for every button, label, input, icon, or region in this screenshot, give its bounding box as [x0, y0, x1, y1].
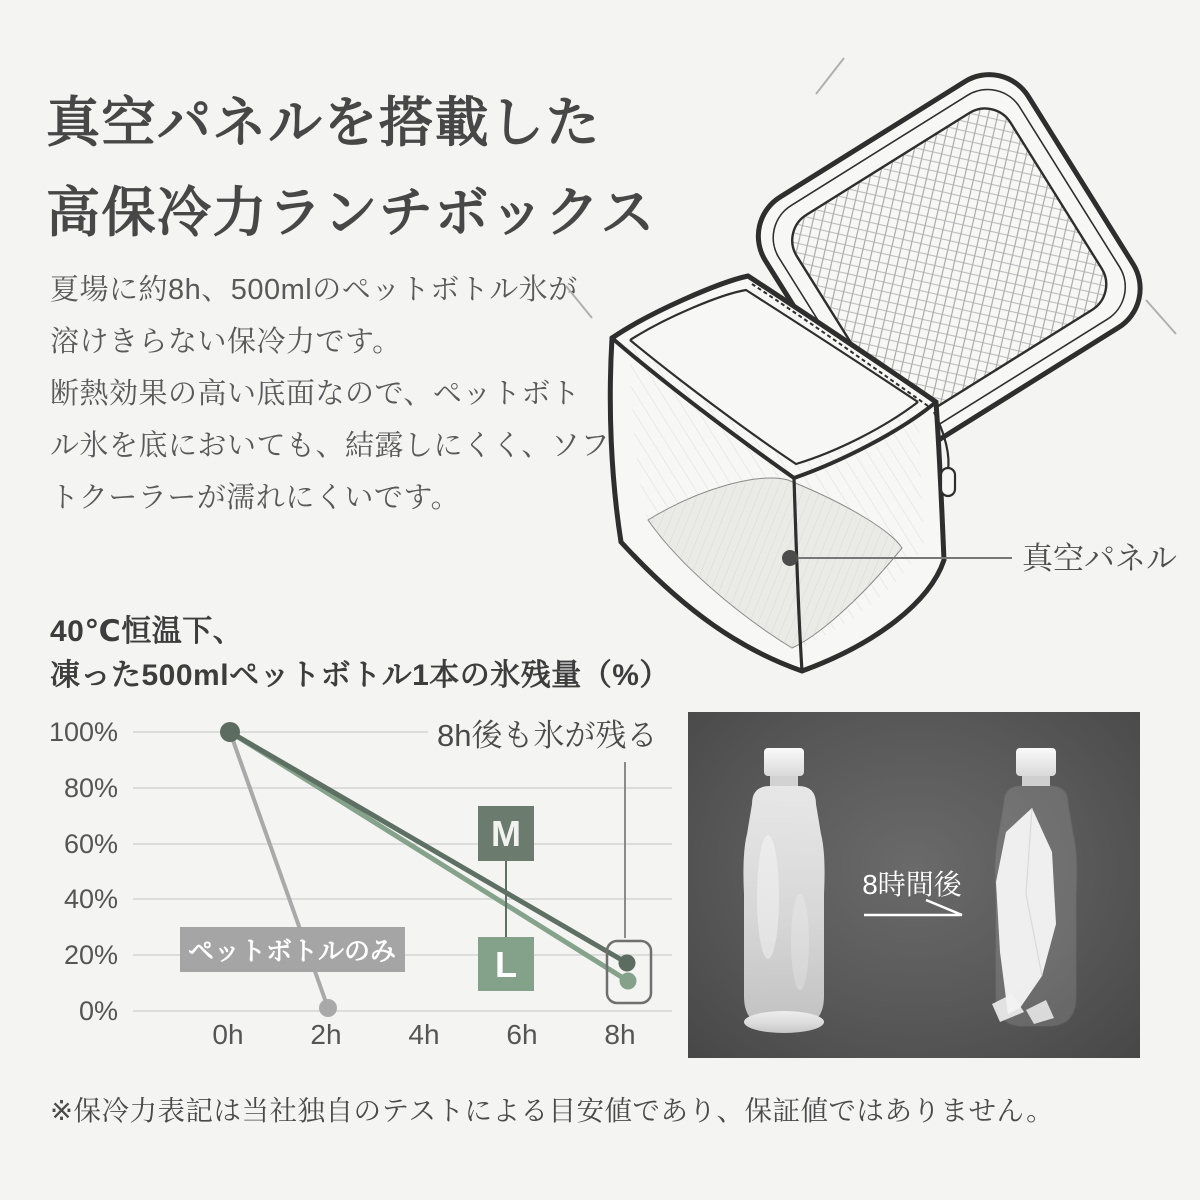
bottle-before-frozen — [743, 748, 824, 1033]
bottle-comparison-photo — [688, 712, 1140, 1058]
x-tick-label: 2h — [310, 1019, 342, 1050]
vacuum-panel-callout-label: 真空パネル — [1022, 541, 1177, 576]
cooler-sketch-illustration — [550, 56, 1190, 686]
intro-text — [50, 264, 610, 524]
callout-dot — [782, 550, 798, 566]
page-title-line-1: 真空パネルを搭載した — [46, 93, 601, 153]
intro-line: ル氷を底においても、結露しにくく、ソフ — [50, 430, 610, 462]
size-m-badge — [478, 806, 534, 861]
y-tick-label: 80% — [63, 773, 118, 803]
pet-only-badge-label: ペットボトルのみ — [187, 936, 397, 966]
x-tick-label: 0h — [212, 1019, 244, 1050]
intro-line: 溶けきらない保冷力です。 — [50, 326, 402, 358]
start-point-dot — [220, 722, 240, 742]
intro-line: トクーラーが濡れにくいです。 — [50, 482, 461, 514]
y-tick-label: 0% — [78, 996, 118, 1026]
annotation-text: 8h後も氷が残る — [437, 718, 658, 753]
x-tick-label: 6h — [506, 1019, 538, 1050]
x-tick-label: 4h — [408, 1019, 440, 1050]
pet-only-badge — [180, 927, 405, 972]
arrow-right-icon — [864, 900, 962, 915]
photo-caption: 8時間後 — [862, 869, 962, 900]
bottle-photo-art — [688, 712, 1140, 1058]
y-tick-label: 60% — [63, 829, 118, 859]
l-end-dot — [620, 973, 637, 990]
intro-line: 夏場に約8h、500mlのペットボトル氷が — [50, 274, 578, 306]
x-tick-label: 8h — [604, 1019, 636, 1050]
chart-title — [50, 610, 670, 698]
chart-title-line-2: 凍った500mlペットボトル1本の氷残量（%） — [50, 659, 670, 692]
y-tick-label: 20% — [63, 940, 118, 970]
ice-remaining-chart — [30, 698, 690, 1064]
y-axis-labels — [49, 717, 118, 1026]
footnote: ※保冷力表記は当社独自のテストによる目安値であり、保証値ではありません。 — [50, 1095, 1055, 1126]
intro-line: 断熱効果の高い底面なので、ペットボト — [50, 378, 581, 410]
size-m-badge-label: M — [491, 813, 521, 854]
y-tick-label: 40% — [63, 884, 118, 914]
size-l-badge — [478, 937, 534, 991]
size-l-badge-label: L — [495, 944, 517, 985]
pet-only-end-dot — [319, 999, 337, 1017]
zipper-pull — [941, 468, 955, 496]
x-axis-labels — [212, 1019, 635, 1050]
y-tick-label: 100% — [48, 717, 118, 747]
bottle-cap — [1016, 748, 1056, 776]
bottle-cap — [764, 748, 804, 776]
m-end-dot — [619, 955, 636, 972]
chart-title-line-1: 40℃恒温下、 — [50, 615, 244, 648]
page-title-line-2: 高保冷力ランチボックス — [46, 183, 656, 243]
bottle-after-with-ice — [992, 748, 1077, 1026]
